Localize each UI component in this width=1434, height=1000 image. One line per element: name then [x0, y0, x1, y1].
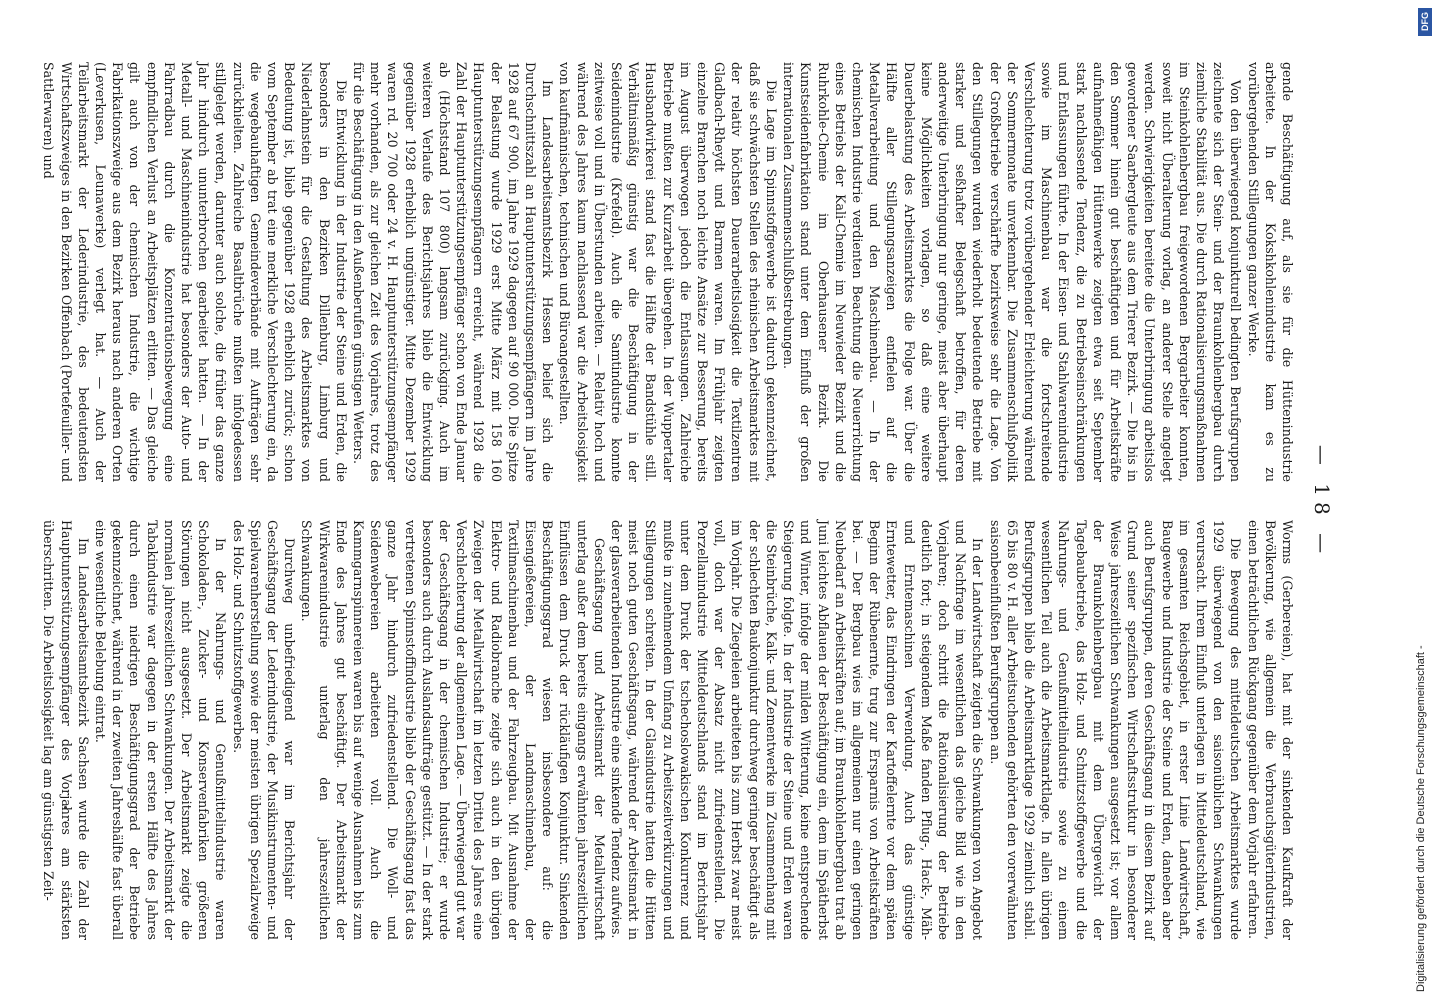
right-column — [41, 520, 1296, 940]
paragraph: In der Landwirtschaft zeigten die Schwankungen von Angebot und Nachfrage im wesentlichen das gleiche Bild wie in den Vorjahren; doch schritt die Rationalisierung der Betriebe deutlich fort; in steigendem Maße fanden Pflug-, Hack-, Mäh- und Erntemaschinen Verwendung. Auch das günstige Erntewetter, das Eindringen der Kartoffelernte vor dem späten Beginn der Rübenernte, trug zur Ersparnis von Arbeitskräften bei. — Der Bergbau wies im allgemeinen nur einen geringen Neubedarf an Arbeitskräften auf; im Braunkohlenbergbau trat ab Juni leichtes Abflauen der Beschäftigung ein, dem im Spätherbst und Winter, infolge der milden Witterung, keine entsprechende Steigerung folgte. In der Industrie der Steine und Erden waren die Steinbrüche, Kalk- und Zementwerke im Zusammenhang mit der schlechten Baukonjunktur durchweg geringer beschäftigt als im Vorjahr. Die Ziegeleien arbeiteten bis zum Herbst zwar meist voll, doch war der Absatz nicht zufriedenstellend. Die Porzellanindustrie Mitteldeutschlands stand im Berichtsjahr unter dem Druck der tschechoslowakischen Konkurrenz und mußte in zunehmendem Umfang zu Arbeitszeitverkürzungen und Stillegungen schreiten. In der Glasindustrie hatten die Hütten meist noch guten Geschäftsgang, während der Arbeitsmarkt in der glasverarbeitenden Industrie eine sinkende Tendenz aufwies. — [609, 520, 986, 940]
paragraph: Geschäftsgang und Arbeitsmarkt der Metallwirtschaft unterlag außer dem bereits eingangs erwähnten jahreszeitlichen Einflüssen dem Druck der rückläufigen Konjunktur. Sinkenden Beschäftigungsgrad wiesen insbesondere auf: die Eisengießereien, der Landmaschinenbau, der Textilmaschinenbau und der Fahrzeugbau. Mit Ausnahme der Elektro- und Radiobranche zeigte sich auch in den übrigen Zweigen der Metallwirtschaft im letzten Drittel des Jahres eine Verschlechterung der allgemeinen Lage. — Überwiegend gut war der Geschäftsgang in der chemischen Industrie; er wurde besonders auch durch Auslandsaufträge gestützt. — In der stark vertretenen Spinnstoffindustrie blieb der Geschäftsgang fast das ganze Jahr hindurch zufriedenstellend. Die Woll- und Seidenwebereien arbeiteten voll. Auch die Kammgarnspinnereien waren bis auf wenige Ausnahmen bis zum Ende des Jahres gut beschäftigt. Der Arbeitsmarkt der Wirkwarenindustrie unterlag den jahreszeitlichen Schwankungen. — [299, 520, 607, 940]
paragraph: Die Bewegung des mitteldeutschen Arbeitsmarktes wurde 1929 überwiegend von den saisonüblichen Schwankungen verursacht. Ihrem Einfluß unterlagen in Mitteldeutschland, wie im gesamten Reichsgebiet, in erster Linie Landwirtschaft, Baugewerbe und Industrie der Steine und Erden, daneben aber auch Berufsgruppen, deren Geschäftsgang in diesem Bezirk auf Grund seiner spezifischen Wirtschaftsstruktur in besonderer Weise jahreszeitlichen Schwankungen ausgesetzt ist; vor allem der Braunkohlenbergbau mit dem Übergewicht der Tagebaubetriebe, das Holz- und Schnitzstoffgewerbe und die Nahrungs- und Genußmittelindustrie sowie zu einem wesentlichen Teil auch die Arbeitsmarktlage. In allen übrigen Berufsgruppen blieb die Arbeitsmarktlage 1929 ziemlich stabil. 65 bis 80 v. H. aller Arbeitsuchenden gehörten den vorerwähnten saisonbeeinflußten Berufsgruppen an. — [987, 520, 1244, 940]
left-column — [41, 62, 1296, 482]
text-columns — [41, 62, 1296, 942]
paragraph: In der Nahrungs- und Genußmittelindustrie waren Schokoladen-, Zucker- und Konservenfabriken größeren Störungen nicht ausgesetzt. Der Arbeitsmarkt zeigte die normalen jahreszeitlichen Schwankungen. Der Arbeitsmarkt der Tabakindustrie war dagegen in der ersten Hälfte des Jahres durch einen niedrigen Beschäftigungsgrad der Betriebe gekennzeichnet, während in der zweiten Jahreshälfte fast überall eine wesentliche Belebung eintrat. — [92, 520, 229, 940]
paragraph: Worms (Gerbereien), hat mit der sinkenden Kaufkraft der Bevölkerung, wie allgemein die Verbrauchsgüterindustrien, einen beträchtlichen Rückgang gegenüber dem Vorjahr erfahren. — [1245, 520, 1295, 940]
dfg-logo-text: DFG — [1420, 12, 1430, 32]
paragraph: Im Landesarbeitsamtsbezirk Sachsen wurde die Zahl der Hauptunterstützungsempfänger des Vorjahres am stärksten überschritten. Die Arbeitslosigkeit lag am günstigsten Zeit- — [41, 520, 91, 940]
digitization-note-text: Digitalisierung gefördert durch die Deutsche Forschungsgemeinschaft - — [1415, 645, 1427, 992]
sidebar-digitization-note — [1413, 8, 1429, 992]
paragraph: gende Beschäftigung auf, als sie für die Hüttenindustrie arbeitete. In der Kokshkohlenindustrie kam es zu vorübergehenden Stillegungen ganzer Werke. — [1245, 62, 1295, 482]
rotated-page — [41, 62, 1340, 942]
paragraph: Im Landesarbeitsamtsbezirk Hessen belief sich die Durchschnittszahl an Hauptunterstützungsempfängern im Jahre 1928 auf 67 900, im Jahre 1929 dagegen auf 90 000. Die Spitze der Belastung wurde 1929 erst Mitte März mit 158 160 Hauptunterstützungsempfängern erreicht, während 1928 die Zahl der Hauptunterstützungsempfänger schon von Ende Januar ab (Höchststand 107 800) langsam zurückging. Auch im weiteren Verlaufe des Berichtsjahres blieb die Entwicklung gegenüber 1928 erheblich ungünstiger. Mitte Dezember 1929 waren rd. 20 700 oder 24 v. H. Hauptunterstützungsempfänger mehr vorhanden, als zur gleichen Zeit des Vorjahres, trotz des für die Beschäftigung in den Außenberufen günstigen Wetters. — [351, 62, 556, 482]
paragraph: Die Entwicklung in der Industrie der Steine und Erden, die besonders in den Bezirken Dillenburg, Limburg und Niederlahnstein für die Gestaltung des Arbeitsmarktes von Bedeutung ist, blieb gegenüber 1928 erheblich zurück; schon vom September ab trat eine merkliche Verschlechterung ein, da die wegebauhaftigen Gemeindeverbände mit Aufträgen sehr zurückhielten. Zahlreiche Basaltbrüche mußten infolgedessen stillgelegt werden, darunter auch solche, die früher das ganze Jahr hindurch ununterbrochen gearbeitet hatten. — In der Metall- und Maschinenindustrie hat besonders der Auto- und Fahrradbau durch die Konzentrationsbewegung eine empfindlichen Verlust an Arbeitsplätzen erlitten. — Das gleiche gilt auch von der chemischen Industrie, die wichtige Fabrikationszweige aus dem Bezirk heraus nach anderen Orten (Leverkusen, Leunawerke) verlegt hat. — Auch der Teilarbeitsmarkt der Lederindustrie, des bedeutendsten Wirtschaftszweiges in den Bezirken Offenbach (Portefeuiller- und Sattlerwaren) und — [41, 62, 349, 482]
paragraph: Die Lage im Spinnstoffgewerbe ist dadurch gekennzeichnet, daß sie schwächsten Stellen des rheinischen Arbeitsmarktes mit der relativ höchsten Dauerarbeitslosigkeit die Textilzentren Gladbach-Rheydt und Barmen waren. Im Frühjahr zeigten einzelne Branchen noch leichte Ansätze zur Besserung, bereits im August überwogen jedoch die Entlassungen. Zahlreiche Betriebe mußten zur Kurzarbeit übergehen. In der Wuppertaler Hausbandwirkerei stand fast die Hälfte der Bandstühle still. Verhältnismäßig günstig war die Beschäftigung in der Seidenindustrie (Krefeld). Auch die Samtindustrie konnte zeitweise voll und in Überstunden arbeiten. — Relativ hoch und während des Jahres kaum nachlassend war die Arbeitslosigkeit von kaufmännischen, technischen und Büroangestellten. — [557, 62, 779, 482]
paragraph: Von den überwiegend konjunkturell bedingten Berufsgruppen zeichnete sich der Stein- und der Braunkohlenbergbau durch ziemliche Stabilität aus. Die durch Rationalisierungsmaßnahmen im Steinkohlenbergbau freigewordenen Bergarbeiter konnten, soweit nicht Überalterung vorlag, an anderer Stelle angelegt werden. Schwierigkeiten bereitete die Unterbringung arbeitslos gewordener Saarbergleute aus dem Trierer Bezirk. — Die bis in den Sommer hinein gut beschäftigten und für Arbeitskräfte aufnahmefähigen Hüttenwerke zeigten etwa seit September stark nachlassende Tendenz, die zu Betriebseinschränkungen und Entlassungen führte. In der Eisen- und Stahlwarenindustrie sowie im Maschinenbau war die fortschreitende Verschlechterung trotz vorübergehender Erleichterung während der Sommermonate unverkennbar. Die Zusammenschlußpolitik der Großbetriebe verschärfte bezirksweise sehr die Lage. Von den Stillegungen wurden wiederholt bedeutende Betriebe mit starker und seßhafter Belegschaft betroffen, für deren anderweitige Unterbringung nur geringe, meist aber überhaupt keine Möglichkeiten vorlagen, so daß eine weitere Dauerbelastung des Arbeitsmarktes die Folge war. Über die Hälfte aller Stillegungsanzeigen entfielen auf die Metallverarbeitung und den Maschinenbau. — In der chemischen Industrie verdienten Beachtung die Neuerrichtung eines Betriebs der Kali-Chemie im Neuwieder Bezirk und die Ruhrkohle-Chemie im Oberhausener Bezirk. Die Kunstseidenfabrikation stand unter dem Einfluß der großen internationalen Zusammenschlußbestrebungen. — [781, 62, 1244, 482]
paragraph: Durchweg unbefriedigend war im Berichtsjahr der Geschäftsgang der Lederindustrie, der Musikinstrumenten- und Spielwarenherstellung sowie der meisten übrigen Spezialzweige des Holz- und Schnitzstoffgewerbes. — [230, 520, 298, 940]
dfg-logo — [1418, 8, 1432, 36]
page-number: — 18 — — [1310, 444, 1334, 560]
